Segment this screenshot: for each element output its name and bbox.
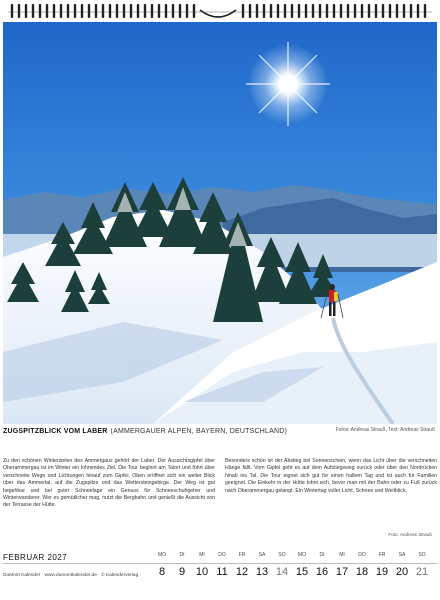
binding-ring	[312, 4, 314, 18]
winter-landscape-image	[3, 22, 437, 424]
binding-ring	[88, 4, 90, 18]
binding-ring	[109, 4, 111, 18]
binding-ring	[326, 4, 328, 18]
binding-ring	[354, 4, 356, 18]
binding-ring	[116, 4, 118, 18]
binding-ring	[74, 4, 76, 18]
day-number: 9	[178, 566, 186, 578]
binding-ring	[186, 4, 188, 18]
binding-ring	[305, 4, 307, 18]
weekday-label: FR	[238, 552, 246, 558]
weekday-label: SO	[418, 552, 426, 558]
photo-credit: Fotos: Andreas Strauß, Text: Andreas Strauß	[335, 427, 435, 433]
binding-ring	[277, 4, 279, 18]
day-number: 14	[275, 566, 289, 578]
binding-ring	[368, 4, 370, 18]
weekday-label: DI	[179, 552, 185, 558]
day-number: 13	[255, 566, 269, 578]
binding-ring	[263, 4, 265, 18]
weekday-label: MI	[339, 552, 345, 558]
weekday-label: SA	[398, 552, 406, 558]
binding-ring	[410, 4, 412, 18]
binding-ring	[298, 4, 300, 18]
binding-ring	[165, 4, 167, 18]
binding-ring	[130, 4, 132, 18]
binding-ring	[284, 4, 286, 18]
binding-ring	[319, 4, 321, 18]
binding-ring	[382, 4, 384, 18]
weekday-label: SO	[278, 552, 286, 558]
binding-ring	[144, 4, 146, 18]
wire-binding	[0, 0, 440, 22]
binding-ring	[172, 4, 174, 18]
binding-ring	[11, 4, 13, 18]
day-number: 8	[158, 566, 166, 578]
binding-ring	[256, 4, 258, 18]
body-column-left: Zu den schönen Winterzielen des Ammergaus gehört der Laber. Der Aussichtsgipfel über Oberammergau ist im Winter ein lohnendes Ziel. Die Tour beginnt am Talort und führt über verschneite Wege und Lichtungen hinauf zum Gipfel. Oben eröffnet sich ein weiter Blick über das Ammertal, auf die Zugspitze und das Wettersteingebirge. Der Weg ist gut begehbar und bei guter Schneelage ein Genuss für Schneeschuhgeher und Winterwanderer. Wer es gemütlicher mag, nutzt die Bergbahn und genießt die Aussicht von der Terrasse der Hütte.	[3, 458, 215, 509]
small-photo-credit: Foto: Andreas Strauß	[388, 532, 432, 537]
binding-ring	[123, 4, 125, 18]
weekday-label: FR	[378, 552, 386, 558]
binding-ring	[46, 4, 48, 18]
day-number: 11	[216, 566, 228, 578]
publisher-footer: DuMont Kalender · www.dumontkalender.de · © Kalenderverlag	[3, 573, 139, 578]
binding-ring	[424, 4, 426, 18]
day-row	[152, 566, 432, 578]
weekday-label: MI	[199, 552, 205, 558]
binding-ring	[32, 4, 34, 18]
day-number: 18	[355, 566, 369, 578]
caption-subtitle: (AMMERGAUER ALPEN, BAYERN, DEUTSCHLAND)	[110, 428, 288, 435]
weekday-label: DO	[218, 552, 226, 558]
binding-ring	[25, 4, 27, 18]
binding-ring	[270, 4, 272, 18]
photo	[3, 22, 437, 424]
binding-ring	[396, 4, 398, 18]
weekday-label: DI	[319, 552, 325, 558]
binding-ring	[95, 4, 97, 18]
month-label: FEBRUAR 2027	[3, 553, 68, 562]
binding-ring	[81, 4, 83, 18]
weekday-row	[152, 552, 432, 558]
body-text	[3, 458, 437, 538]
caption-title	[3, 428, 333, 435]
binding-ring	[60, 4, 62, 18]
binding-ring	[347, 4, 349, 18]
binding-ring	[361, 4, 363, 18]
binding-ring	[102, 4, 104, 18]
day-number: 16	[315, 566, 329, 578]
weekday-label: DO	[358, 552, 366, 558]
binding-ring	[417, 4, 419, 18]
binding-ring	[39, 4, 41, 18]
caption-title-main: ZUGSPITZBLICK VOM LABER	[3, 428, 108, 435]
binding-ring	[249, 4, 251, 18]
body-column-right: Besonders schön ist der Abstieg bei Sonnenschein, wenn das Licht über die verschneiten Hänge fällt. Vom Gipfel geht es auf dem Aufstiegsweg zurück oder über den Nordrücken hinab ins Tal. Die Tour eignet sich gut für einen halben Tag und ist auch für Familien geeignet. Die Einkehr in der Hütte lohnt sich, bevor man mit der Bahn oder zu Fuß zurück nach Oberammergau gelangt. Ein Wintertag voller Licht, Schnee und Weitblick.	[225, 458, 437, 494]
day-number: 12	[235, 566, 249, 578]
binding-ring	[389, 4, 391, 18]
binding-ring	[193, 4, 195, 18]
day-number: 15	[295, 566, 309, 578]
binding-ring	[242, 4, 244, 18]
binding-ring	[333, 4, 335, 18]
binding-rings	[0, 0, 440, 22]
binding-ring	[179, 4, 181, 18]
binding-ring	[53, 4, 55, 18]
weekday-label: SA	[258, 552, 266, 558]
binding-ring	[67, 4, 69, 18]
binding-ring	[340, 4, 342, 18]
day-number: 20	[395, 566, 409, 578]
binding-ring	[291, 4, 293, 18]
binding-ring	[158, 4, 160, 18]
binding-ring	[375, 4, 377, 18]
weekday-label: MO	[157, 552, 167, 558]
binding-ring	[151, 4, 153, 18]
day-number: 19	[375, 566, 389, 578]
day-number: 10	[195, 566, 209, 578]
weekday-label: MO	[297, 552, 307, 558]
binding-ring	[18, 4, 20, 18]
calendar-divider	[3, 563, 437, 564]
day-number: 17	[335, 566, 349, 578]
day-number: 21	[415, 566, 429, 578]
binding-ring	[403, 4, 405, 18]
hanger-hook	[200, 10, 236, 17]
binding-ring	[137, 4, 139, 18]
